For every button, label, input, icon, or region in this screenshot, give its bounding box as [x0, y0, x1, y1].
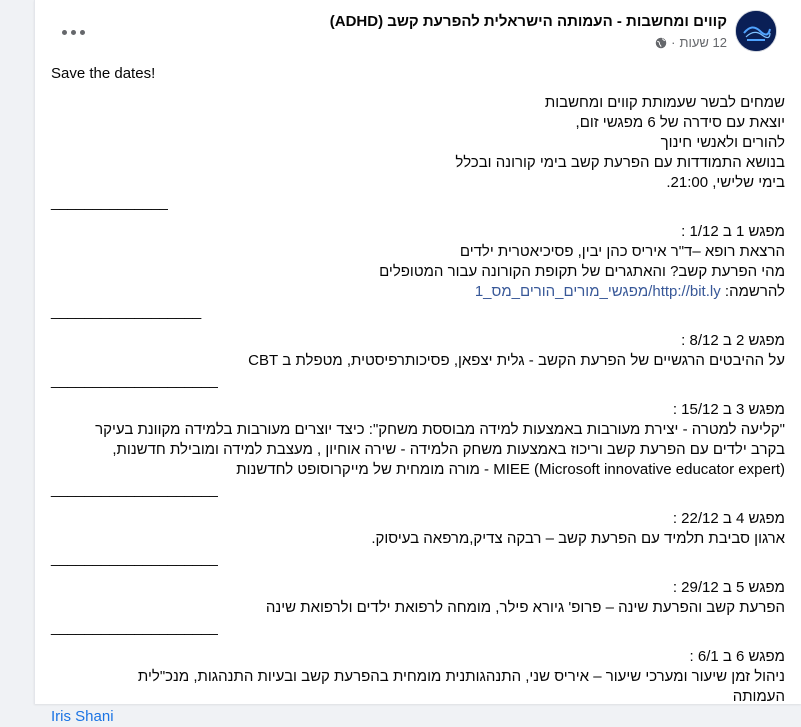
globe-icon [655, 37, 667, 49]
post-title-block [207, 12, 727, 52]
meeting-3-title: מפגש 3 ב 15/12 : [672, 401, 785, 418]
meeting-6-title: מפגש 6 ב 6/1 : [689, 648, 785, 665]
intro-line: שמחים לבשר שעמותת קווים ומחשבות [544, 94, 785, 111]
post-header [35, 0, 801, 62]
meeting-1-title: מפגש 1 ב 1/12 : [681, 223, 785, 240]
separator: ______________ [51, 194, 168, 211]
meeting-2-title: מפגש 2 ב 8/12 : [681, 332, 785, 349]
separator: __________________ [51, 303, 202, 320]
meeting-1-line: הרצאת רופא –ד"ר איריס כהן יבין, פסיכיאטרית ילדים [459, 243, 785, 260]
registration-link[interactable]: http://bit.ly/מפגשי_מורים_הורים_מס_1 [474, 283, 721, 300]
intro-line: להורים ולאנשי חינוך [660, 134, 785, 151]
separator: ____________________ [51, 372, 218, 389]
post-card [34, 0, 801, 725]
meeting-5-title: מפגש 5 ב 29/12 : [672, 579, 785, 596]
meeting-1-line: מהי הפרעת קשב? והאתגרים של תקופת הקורונה עבור המטופלים [379, 263, 785, 280]
meeting-3-line: MIEE (Microsoft innovative educator expert) - מורה מומחית של מייקרוסופט לחדשנות [236, 461, 785, 478]
meeting-1-register [51, 282, 785, 302]
register-label: להרשמה: [720, 283, 785, 300]
meeting-3-line: "קליעה למטרה - יצירת מעורבות באמצעות למידה מבוססת משחק": כיצד יוצרים מעורבות בלמידה מקוונת בעיקר [95, 421, 785, 438]
page-logo-icon [736, 11, 776, 51]
page-avatar[interactable] [735, 10, 777, 52]
post-meta [207, 34, 727, 52]
meeting-5-line: הפרעת קשב והפרעת שינה – פרופ' גיורא פילר, מומחה לרפואת ילדים ולרפואת שינה [265, 599, 785, 616]
meeting-4-line: ארגון סביבת תלמיד עם הפרעת קשב – רבקה צדיק,מרפאה בעיסוק. [371, 530, 785, 547]
post-body [51, 64, 785, 727]
meeting-3-line: בקרב ילדים עם הפרעת קשב וריכוז באמצעות משחק הלמידה - שירה אוחיון , מעצבת למידה ומובילת חדשנות, [112, 441, 785, 458]
separator: ____________________ [51, 481, 218, 498]
intro-heading: Save the dates! [51, 65, 156, 82]
meeting-4-title: מפגש 4 ב 22/12 : [672, 510, 785, 527]
more-options-button[interactable] [55, 18, 91, 46]
meeting-6-line: העמותה [732, 688, 785, 705]
intro-line: בנושא התמודדות עם הפרעת קשב בימי קורונה ובכלל [455, 154, 785, 171]
page-title-link[interactable]: קווים ומחשבות - העמותה הישראלית להפרעת קשב (ADHD) [329, 13, 727, 30]
intro-line: בימי שלישי, 21:00. [666, 174, 785, 191]
meta-dot: · [671, 35, 676, 50]
separator: ____________________ [51, 619, 218, 636]
post-time[interactable]: 12 שעות [679, 35, 727, 50]
meeting-6-line: ניהול זמן שיעור ומערכי שיעור – איריס שני, התנהגותנית מומחית בהפרעת קשב ובעיות התנהגות, מנכ"לית [137, 668, 785, 685]
intro-line: יוצאת עם סידרה של 6 מפגשי זום, [575, 114, 785, 131]
meeting-2-line: על ההיבטים הרגשיים של הפרעת הקשב - גלית יצפאן, פסיכותרפיסטית, מטפלת ב CBT [248, 352, 785, 369]
more-horizontal-icon [62, 30, 85, 35]
author-mention[interactable]: Iris Shani [51, 708, 114, 725]
separator: ____________________ [51, 550, 218, 567]
